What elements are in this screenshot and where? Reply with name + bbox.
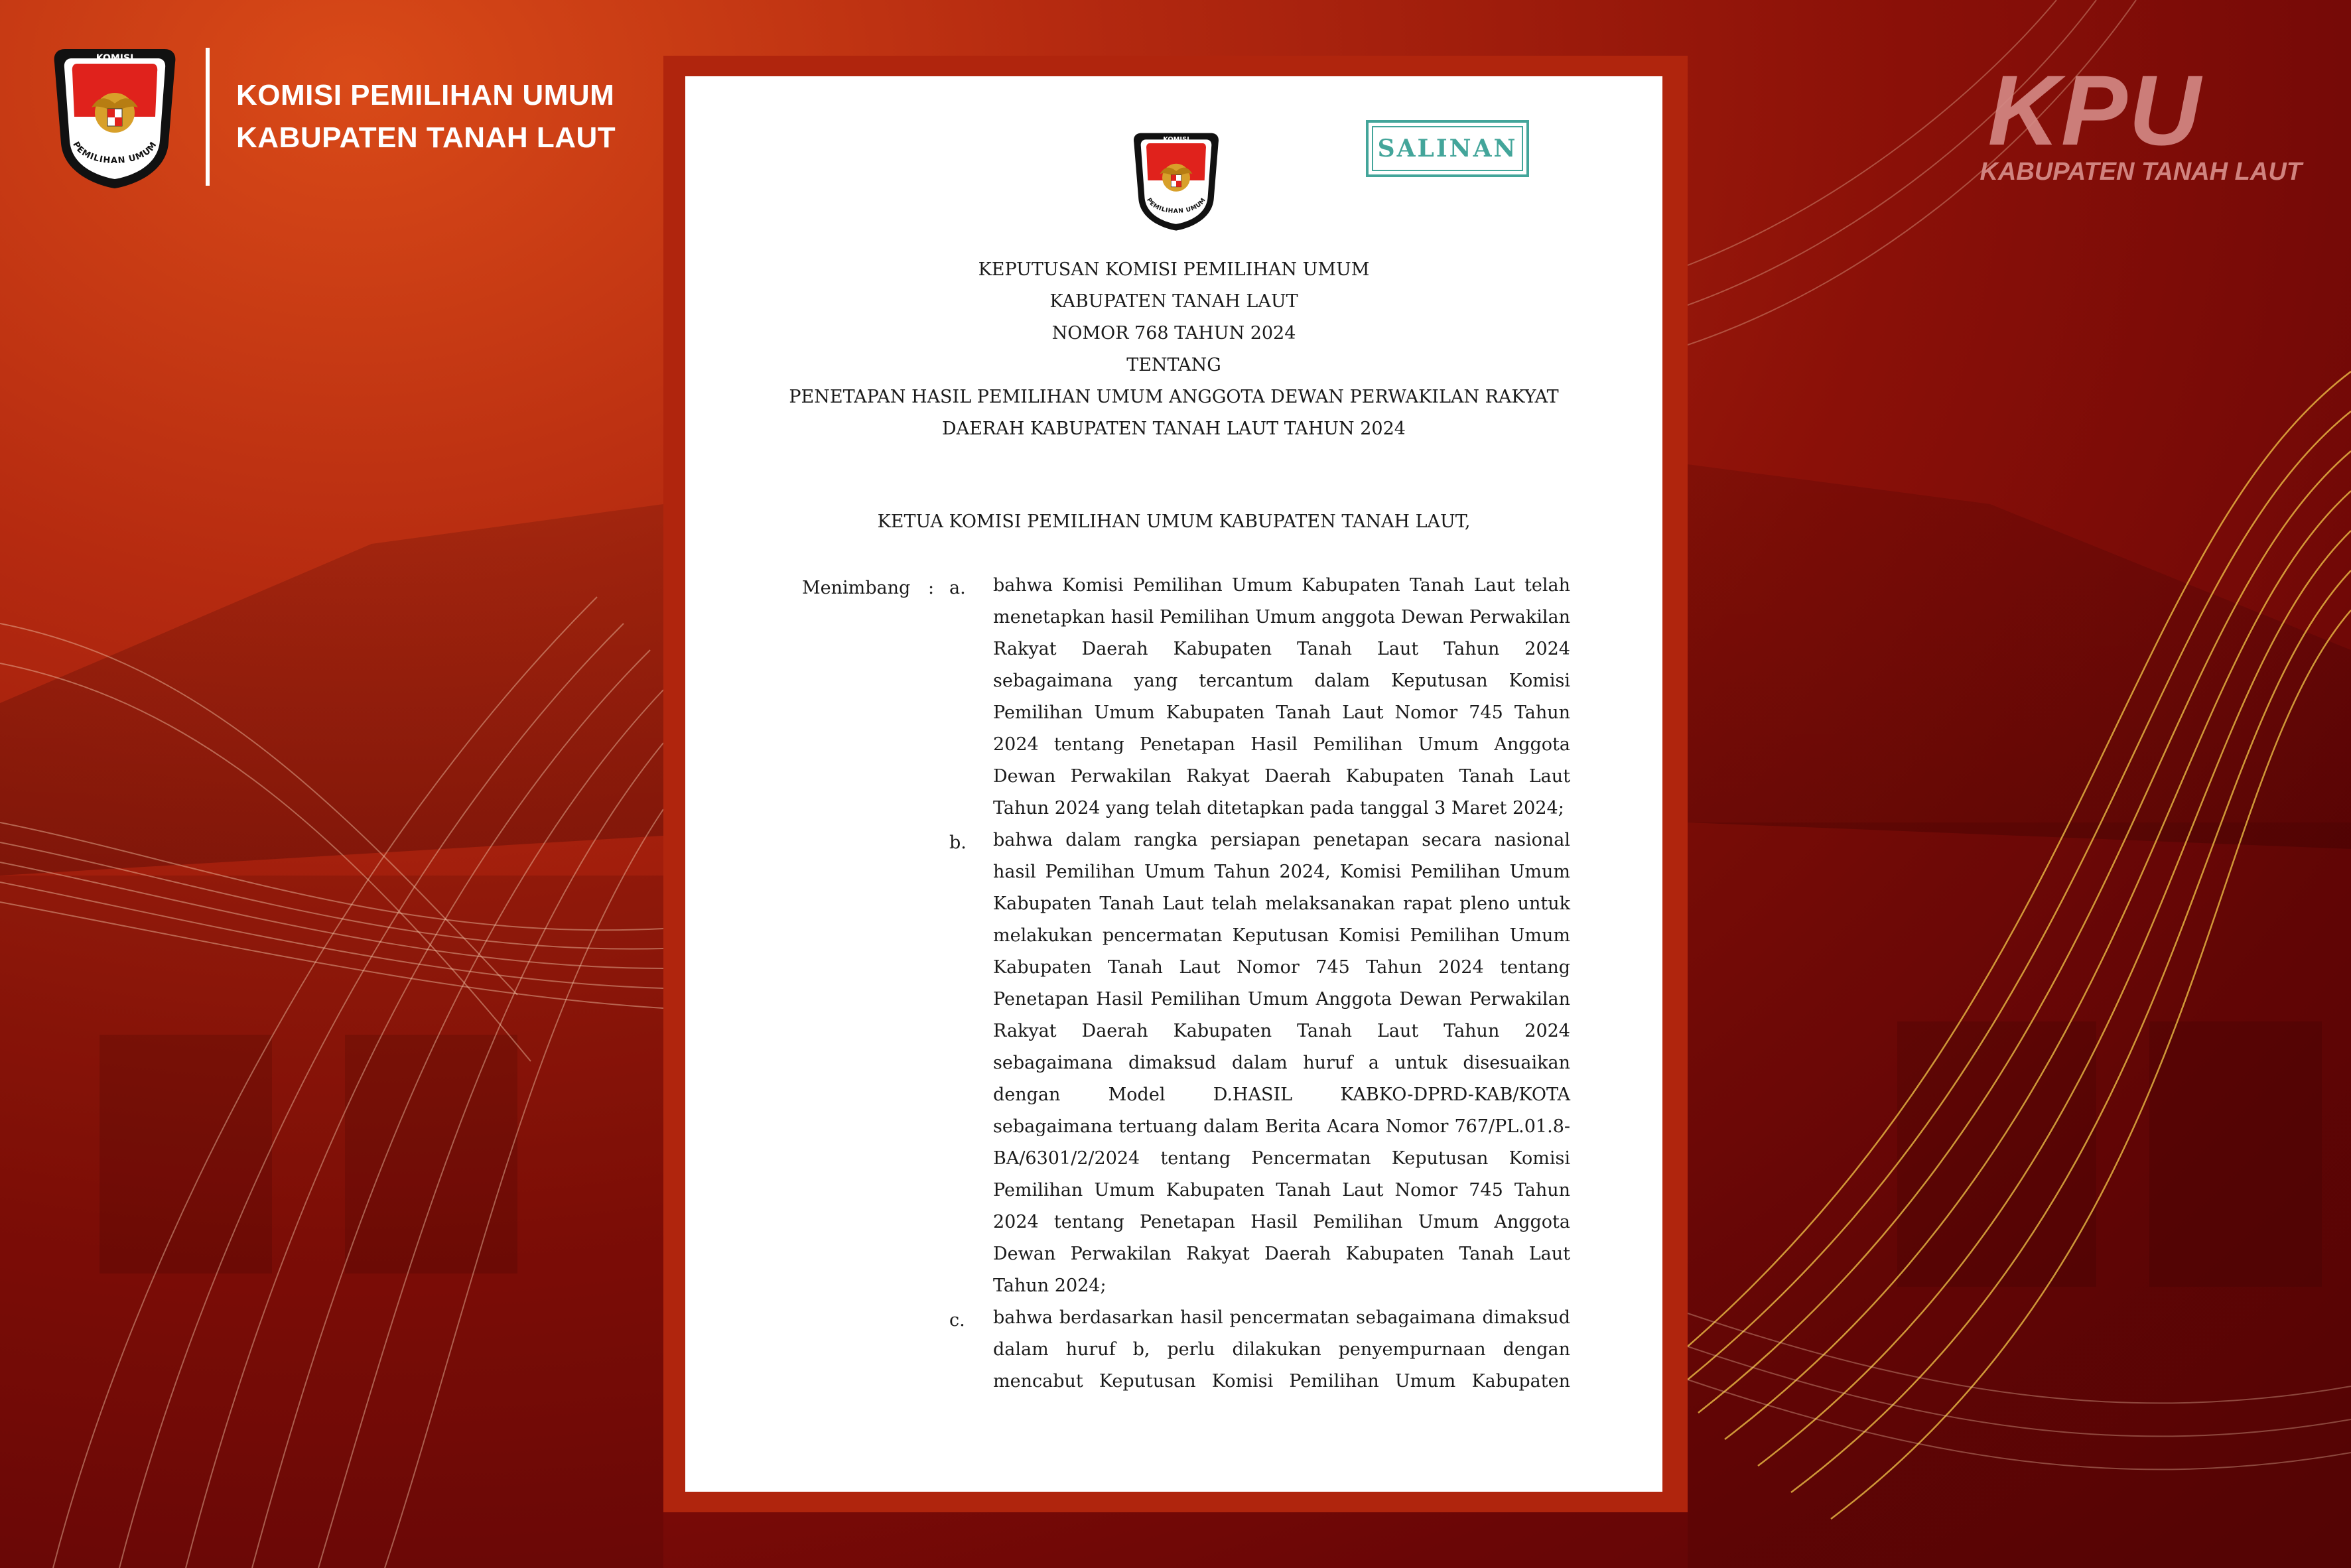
paragraph-line: Kabupaten Tanah Laut Nomor 745 Tahun 2024 tentang	[993, 957, 1570, 978]
paragraph-line: bahwa berdasarkan hasil pencermatan sebagaimana dimaksud	[993, 1307, 1570, 1328]
paragraph-line: sebagaimana dimaksud dalam huruf a untuk disesuaikan	[993, 1053, 1570, 1073]
item-letter-b: b.	[949, 832, 967, 853]
kpu-wordmark-subtitle: KABUPATEN TANAH LAUT	[1980, 158, 2302, 186]
document-frame	[663, 56, 1688, 1512]
menimbang-colon: :	[928, 578, 935, 598]
decree-tentang: TENTANG	[1126, 355, 1221, 375]
doc-logo-text-bottom: PEMILIHAN UMUM	[1145, 196, 1207, 216]
paragraph-line: dengan Model D.HASIL KABKO-DPRD-KAB/KOTA	[993, 1084, 1570, 1105]
paragraph-line: BA/6301/2/2024 tentang Pencermatan Keputusan Komisi	[993, 1148, 1570, 1169]
paragraph-line: Dewan Perwakilan Rakyat Daerah Kabupaten Tanah Laut	[993, 766, 1570, 787]
paragraph-line: menetapkan hasil Pemilihan Umum anggota Dewan Perwakilan	[993, 607, 1570, 627]
ketua-heading: KETUA KOMISI PEMILIHAN UMUM KABUPATEN TANAH LAUT,	[877, 511, 1471, 532]
org-line-2: KABUPATEN TANAH LAUT	[236, 121, 616, 154]
logo-text-top: KOMISI	[96, 53, 134, 64]
paragraph-line: Rakyat Daerah Kabupaten Tanah Laut Tahun 2024	[993, 639, 1570, 659]
document-page	[685, 76, 1662, 1492]
document-kpu-logo	[1130, 129, 1223, 231]
paragraph-line: sebagaimana yang tercantum dalam Keputusan Komisi	[993, 671, 1570, 691]
kpu-wordmark	[1980, 54, 2302, 186]
paragraph-line: Penetapan Hasil Pemilihan Umum Anggota Dewan Perwakilan	[993, 989, 1570, 1010]
decree-subject-line: PENETAPAN HASIL PEMILIHAN UMUM ANGGOTA DEWAN PERWAKILAN RAKYAT	[789, 387, 1559, 407]
decree-title-line: KEPUTUSAN KOMISI PEMILIHAN UMUM	[978, 259, 1370, 280]
paragraph-line: 2024 tentang Penetapan Hasil Pemilihan Umum Anggota	[993, 734, 1570, 755]
paragraph-line: Dewan Perwakilan Rakyat Daerah Kabupaten Tanah Laut	[993, 1244, 1570, 1264]
paragraph-line: hasil Pemilihan Umum Tahun 2024, Komisi Pemilihan Umum	[993, 862, 1570, 882]
paragraph-a	[993, 570, 1570, 824]
decree-subject-line: DAERAH KABUPATEN TANAH LAUT TAHUN 2024	[942, 419, 1406, 439]
item-letter-a: a.	[949, 578, 966, 598]
paragraph-line: Rakyat Daerah Kabupaten Tanah Laut Tahun 2024	[993, 1021, 1570, 1041]
paragraph-line: Kabupaten Tanah Laut telah melaksanakan rapat pleno untuk	[993, 893, 1570, 914]
org-line-1: KOMISI PEMILIHAN UMUM	[236, 79, 615, 111]
paragraph-b	[993, 824, 1570, 1302]
paragraph-line: bahwa Komisi Pemilihan Umum Kabupaten Tanah Laut telah	[993, 575, 1570, 596]
menimbang-label: Menimbang	[802, 578, 911, 598]
paragraph-c	[993, 1302, 1570, 1398]
header-divider	[206, 48, 210, 186]
decree-title-line: KABUPATEN TANAH LAUT	[1049, 291, 1298, 312]
paragraph-line: sebagaimana tertuang dalam Berita Acara Nomor 767/PL.01.8-	[993, 1116, 1570, 1137]
doc-logo-text-top: KOMISI	[1163, 136, 1189, 144]
paragraph-line: mencabut Keputusan Komisi Pemilihan Umum Kabupaten	[993, 1371, 1570, 1392]
salinan-stamp	[1366, 120, 1529, 177]
logo-text-bottom: PEMILIHAN UMUM	[70, 139, 159, 166]
paragraph-line: Pemilihan Umum Kabupaten Tanah Laut Nomor 745 Tahun	[993, 702, 1570, 723]
stamp-text: SALINAN	[1377, 135, 1518, 163]
paragraph-line: dalam huruf b, perlu dilakukan penyempurnaan dengan	[993, 1339, 1570, 1360]
header-brand	[52, 44, 616, 190]
paragraph-line: Pemilihan Umum Kabupaten Tanah Laut Nomor 745 Tahun	[993, 1180, 1570, 1201]
org-name	[236, 74, 616, 159]
paragraph-line: Tahun 2024;	[993, 1275, 1107, 1296]
decree-number: NOMOR 768 TAHUN 2024	[1051, 323, 1296, 344]
kpu-wordmark-big: KPU	[1987, 54, 2202, 166]
kpu-logo	[52, 44, 178, 190]
paragraph-line: 2024 tentang Penetapan Hasil Pemilihan Umum Anggota	[993, 1212, 1570, 1232]
paragraph-line: bahwa dalam rangka persiapan penetapan secara nasional	[993, 830, 1570, 850]
paragraph-line: melakukan pencermatan Keputusan Komisi Pemilihan Umum	[993, 925, 1570, 946]
item-letter-c: c.	[949, 1310, 965, 1331]
paragraph-line: Tahun 2024 yang telah ditetapkan pada tanggal 3 Maret 2024;	[993, 798, 1564, 818]
